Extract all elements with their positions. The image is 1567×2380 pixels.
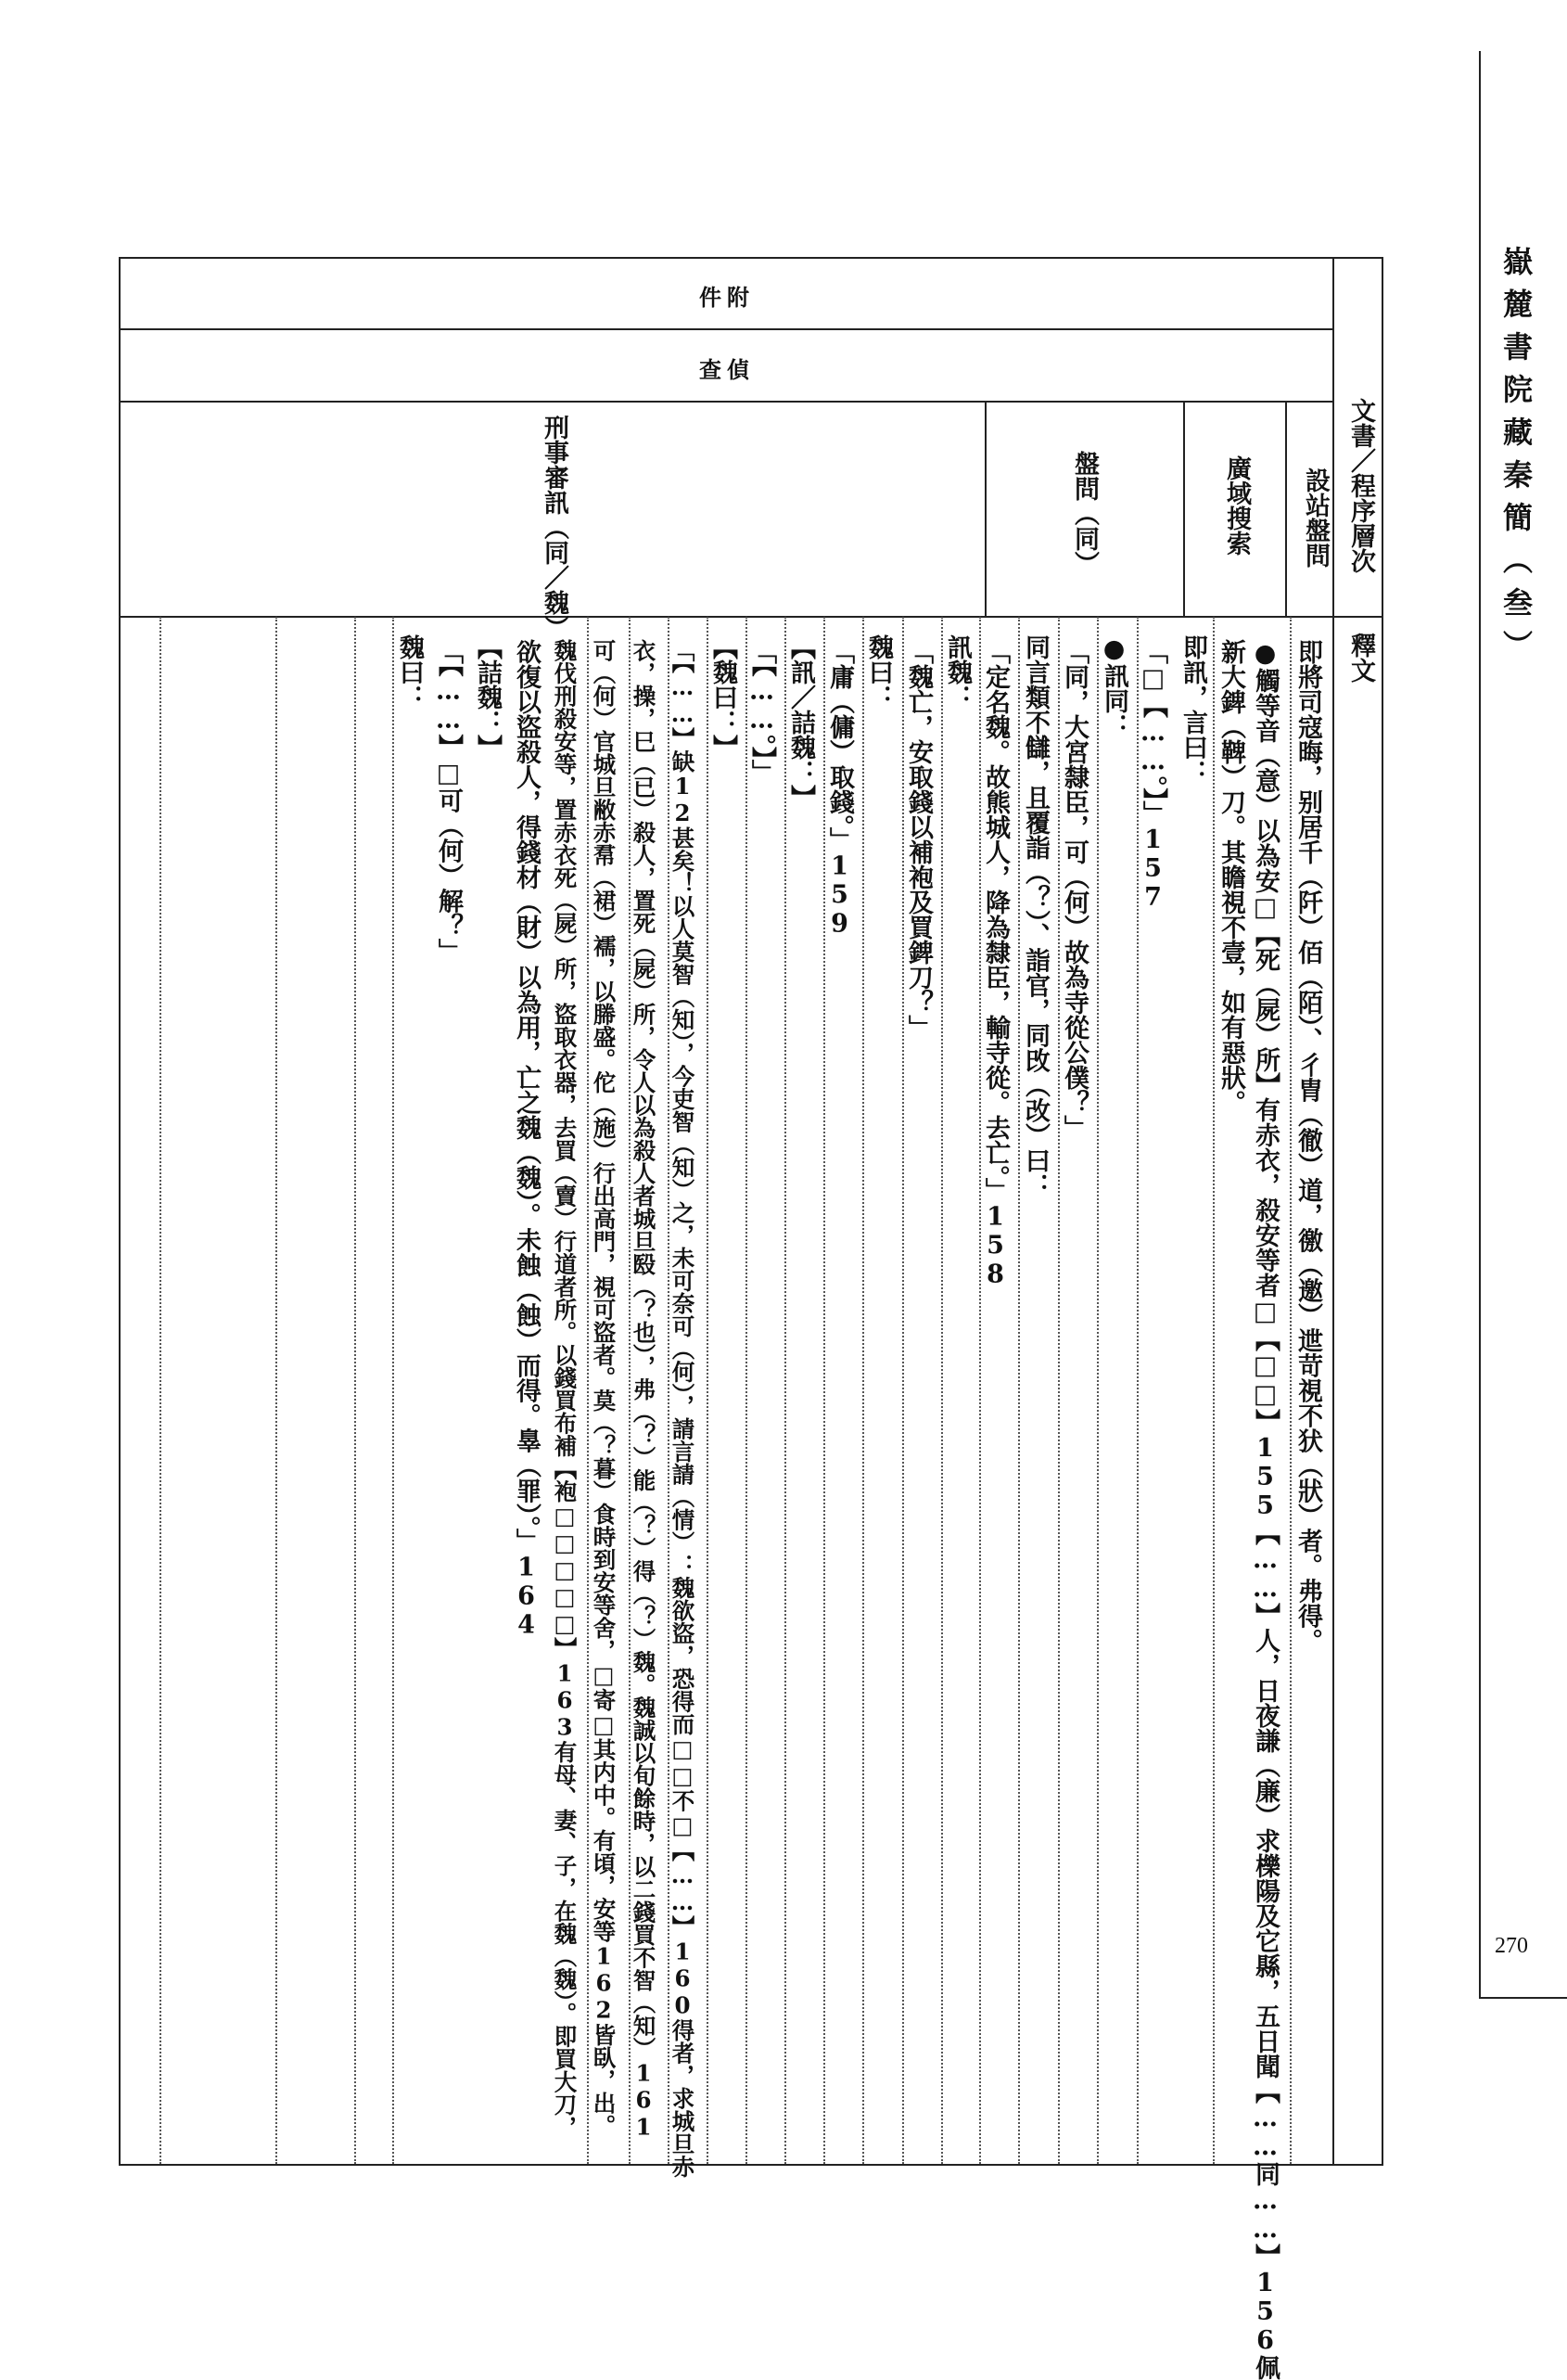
margin-rule-bottom: [1481, 1997, 1567, 1999]
text-line: 衣，操，巳（已）殺人，置死（屍）所，令人以為殺人者城旦殹（？也），弗（？）能（？）得（？）魏。魏誠以旬餘時，以二錢買不智（知）161: [630, 639, 657, 2141]
page-number: 270: [1495, 1934, 1528, 1958]
line-separator: [707, 617, 708, 2164]
line-separator: [745, 617, 747, 2164]
line-separator: [275, 617, 277, 2164]
line-separator: [1213, 617, 1215, 2164]
text-line: 「同，大宮隸臣，可（何）故為寺從公僕？」: [1060, 639, 1089, 1140]
level-divider-1: [985, 401, 987, 617]
text-column-header: 釋文: [1346, 633, 1375, 683]
doc-level-header: 文書／程序層次: [1346, 398, 1375, 573]
line-separator: [862, 617, 864, 2164]
level-attachment: 件附: [699, 284, 755, 311]
text-line: 魏曰：: [864, 634, 893, 710]
text-line: 「□【……。】」157: [1139, 639, 1167, 912]
text-line: 【訊／詰魏：】: [786, 634, 815, 810]
line-separator: [1097, 617, 1099, 2164]
text-line: 「【……。】」: [747, 639, 776, 785]
line-separator: [784, 617, 786, 2164]
level-area-search: 廣域搜索: [1222, 455, 1251, 556]
row-divider-levels: [121, 616, 1382, 618]
level-divider-2: [1183, 401, 1185, 617]
text-line: 同言類不讎，且覆詣（？）、詣官，同攺（改）曰：: [1021, 634, 1050, 1198]
line-separator: [1018, 617, 1020, 2164]
level-investigation: 查偵: [699, 356, 755, 383]
book-title: 嶽麓書院藏秦簡（叁）: [1498, 246, 1534, 672]
row-divider-attachment: [121, 328, 1332, 330]
text-line: 「【……】□可（何）解？」: [434, 639, 463, 964]
text-line: 新大錍（鞞）刀。其瞻視不壹，如有惡狀。: [1217, 639, 1245, 1115]
line-separator: [354, 617, 356, 2164]
text-line: 魏伐刑殺安等，置赤衣死（屍）所，盜取衣器，去買（賣）行道者所。以錢買布補【袍□□□□□】163有母、妻、子，在魏（魏）。即買大刀，: [551, 639, 579, 2139]
text-line: 【魏曰：】: [708, 634, 737, 760]
text-line: 可（何）官城旦敝赤帬（裙）襦，以幐盛。佗（施）行出高門，視可盜者。莫（？暮）食時到安等舍，□寄□其内中。有頃，安等162皆臥，出。: [590, 639, 618, 2137]
level-interrogation: 盤問（同）: [1070, 451, 1099, 576]
text-line: ●觸等音（意）以為安□【死（屍）所】有赤衣，殺安等者□【□□】155【……】人，日夜謙（廉）求櫟陽及它縣，五日聞【……同……】156佩: [1251, 639, 1280, 2380]
line-separator: [941, 617, 943, 2164]
text-line: ●訊同：: [1100, 634, 1128, 738]
margin-rule: [1479, 51, 1481, 1999]
row-divider-investigation: [121, 401, 1332, 403]
text-line: 欲復以盜殺人，得錢材（財）以為用，亡之魏（魏）。未蝕（蝕）而得。辠（罪）。」164: [512, 639, 541, 1640]
line-separator: [159, 617, 161, 2164]
document-table: [119, 257, 1383, 2380]
level-divider-3: [1285, 401, 1287, 617]
text-line: 「庸（傭）取錢。」159: [825, 639, 854, 939]
text-line: 「魏亡，安取錢以補袍及買錍刀？」: [904, 639, 933, 1040]
line-separator: [1290, 617, 1292, 2164]
text-line: 即將司寇晦，别居千（阡）佰（陌）、彳胄（徹）道，徼（邀）迣苛視不犾（狀）者。弗得。: [1293, 639, 1322, 1654]
text-line: 「【……】缺12甚矣！以人莫智（知），今吏智（知）之，未可奈可（何），請言請（情）：魏欲盜，恐得而□□不□【……】160得者，求城旦赤: [669, 639, 696, 2178]
text-line: 訊魏：: [943, 634, 972, 710]
text-line: 即訊，言曰：: [1178, 634, 1207, 785]
line-separator: [392, 617, 394, 2164]
text-line: 魏曰：: [395, 634, 424, 710]
text-line: 「定名魏。故熊城人，降為隸臣，輸寺從。去亡。」158: [981, 639, 1010, 1289]
level-criminal-trial: 刑事審訊（同／魏）: [540, 415, 568, 640]
line-separator: [587, 617, 589, 2164]
level-checkpoint: 設站盤問: [1301, 467, 1330, 568]
text-line: 【詰魏：】: [473, 634, 502, 760]
